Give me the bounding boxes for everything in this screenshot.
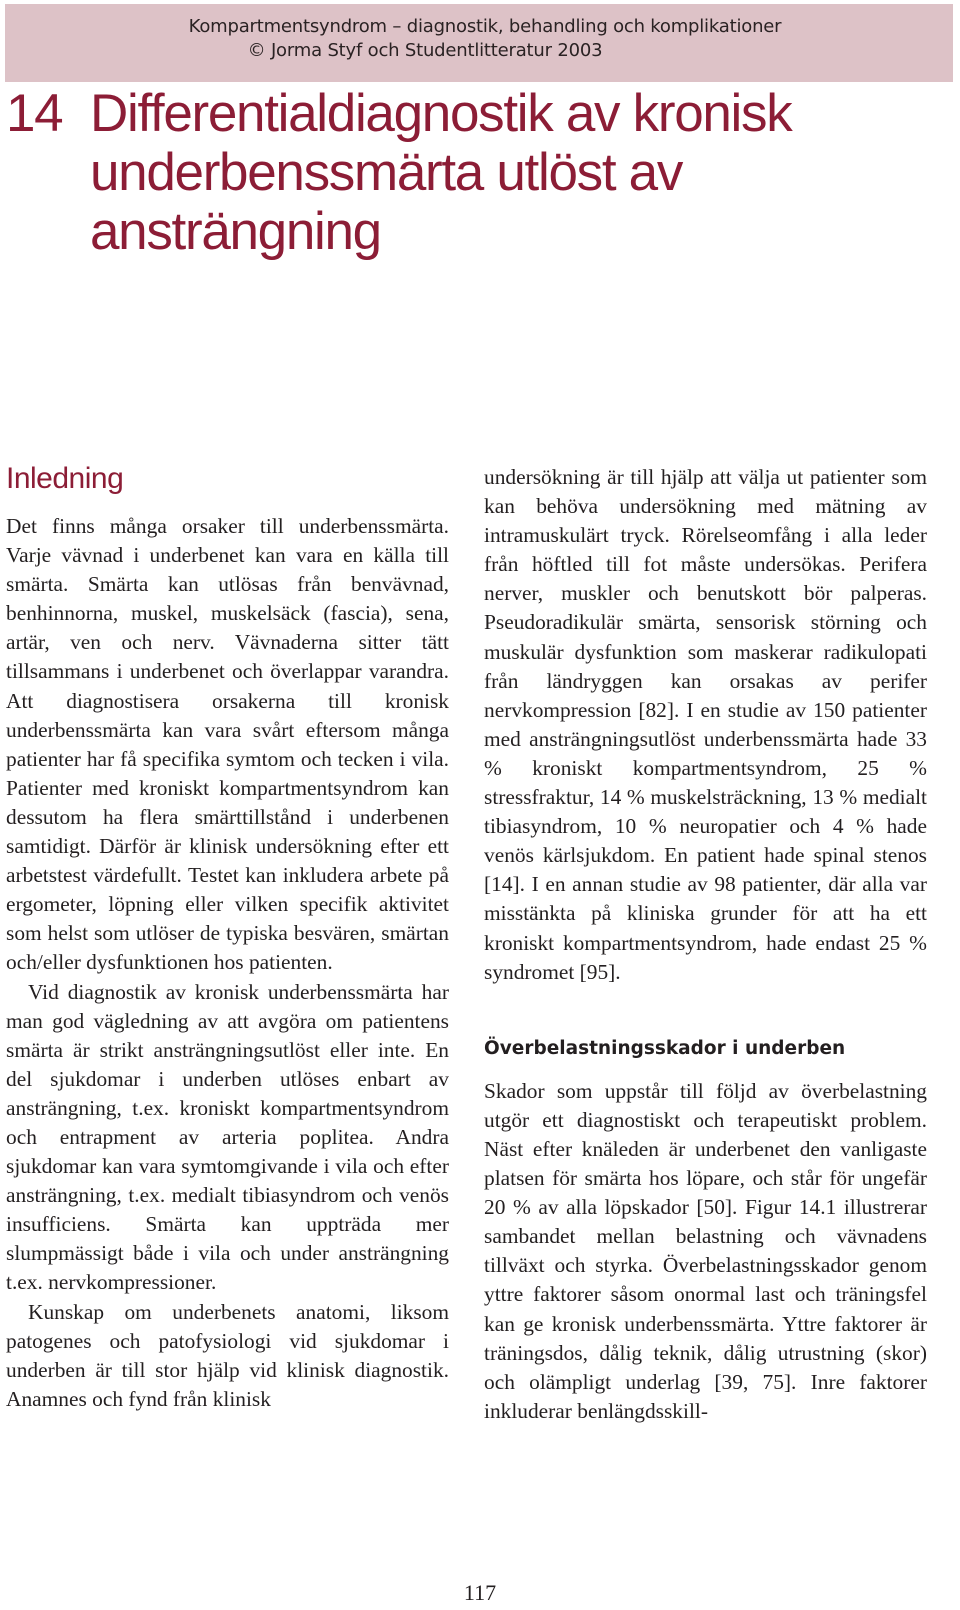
left-column (6, 512, 449, 1414)
body-paragraph: Det finns många orsaker till underbenssmärta. Varje vävnad i underbenet kan vara en källa till smärta. Smärta kan utlösas från benvävnad, benhinnorna, muskel, muskelsäck (fascia), sena, artär, ven och nerv. Vävnaderna sitter tätt tillsammans i underbenet och överlappar varandra. Att diagnostisera orsakerna till kronisk underbenssmärta kan vara svårt eftersom många patienter har få specifika symtom och tecken i vila. Patienter med kroniskt kompartmentsyndrom kan dessutom ha flera smärttillstånd i underbenen samtidigt. Därför är klinisk undersökning efter ett arbetstest värdefullt. Testet kan inkludera arbete på ergometer, löpning eller vilken specifik aktivitet som helst som utlöser de typiska besvären, smärtan och/eller dysfunktionen hos patienten. (6, 514, 449, 975)
chapter-number: 14 (6, 84, 63, 143)
body-paragraph: Vid diagnostik av kronisk underbenssmärta har man god vägledning av att avgöra om patientens smärta är strikt ansträngningsutlöst eller inte. En del sjukdomar i underben utlöses enbart av ansträngning, t.ex. kroniskt kompartmentsyndrom och entrapment av arteria poplitea. Andra sjukdomar kan vara symtomgivande i vila och efter ansträngning, t.ex. medialt tibiasyndrom och venös insufficiens. Smärta kan uppträda mer slumpmässigt både i vila och under ansträngning t.ex. nervkompressioner. (6, 979, 449, 1295)
body-paragraph: undersökning är till hjälp att välja ut patienter som kan behöva undersökning med mätning av intramuskulärt tryck. Rörelseomfång i alla leder från höftled till fot måste undersökas. Perifera nerver, muskler och benutskott bör palperas. Pseudoradikulär smärta, sensorisk störning och muskulär dysfunktion som maskerar radikulopati från ländryggen kan orsakas av perifer nervkompression [82]. I en studie av 150 patienter med ansträngningsutlöst underbenssmärta hade 33 % kroniskt kompartmentsyndrom, 25 % stressfraktur, 14 % muskelsträckning, 13 % medialt tibiasyndrom, 10 % neuropatier och 4 % hade venös kärlsjukdom. En patient hade spinal stenos [14]. I en annan studie av 98 patienter, där alla var misstänkta på kliniska grunder för att ha ett kroniskt kompartmentsyndrom, hade endast 25 % syndromet [95]. (484, 465, 927, 984)
section-heading: Inledning (6, 462, 124, 495)
right-column (484, 463, 927, 1426)
header-book-title: Kompartmentsyndrom – diagnostik, behandling och komplikationer (188, 16, 782, 37)
body-paragraph: Skador som uppstår till följd av överbelastning utgör ett diagnostiskt och terapeutiskt problem. Näst efter knäleden är underbenet den vanligaste platsen för smärta hos löpare, och står för ungefär 20 % av alla löpskador [50]. Figur 14.1 illustrerar sambandet mellan belastning och vävnadens tillväxt och styrka. Överbelastningsskador genom yttre faktorer såsom onormal last och träningsfel kan ge kronisk underbenssmärta. Yttre faktorer är träningsdos, dålig teknik, dålig utrustning (skor) och olämpligt underlag [39, 75]. Inre faktorer inkluderar benlängdsskill- (484, 1078, 927, 1423)
page-number: 117 (463, 1580, 497, 1605)
chapter-title: Differentialdiagnostik av kronisk underbenssmärta utlöst av ansträngning (90, 84, 792, 261)
body-paragraph: Kunskap om underbenets anatomi, liksom patogenes och patofysiologi vid sjukdomar i underben är till stor hjälp vid klinisk diagnostik. Anamnes och fynd från klinisk (6, 1299, 449, 1411)
running-header (5, 4, 953, 82)
subsection-heading: Överbelastningsskador i underben (484, 1037, 846, 1059)
header-copyright: © Jorma Styf och Studentlitteratur 2003 (247, 40, 603, 61)
